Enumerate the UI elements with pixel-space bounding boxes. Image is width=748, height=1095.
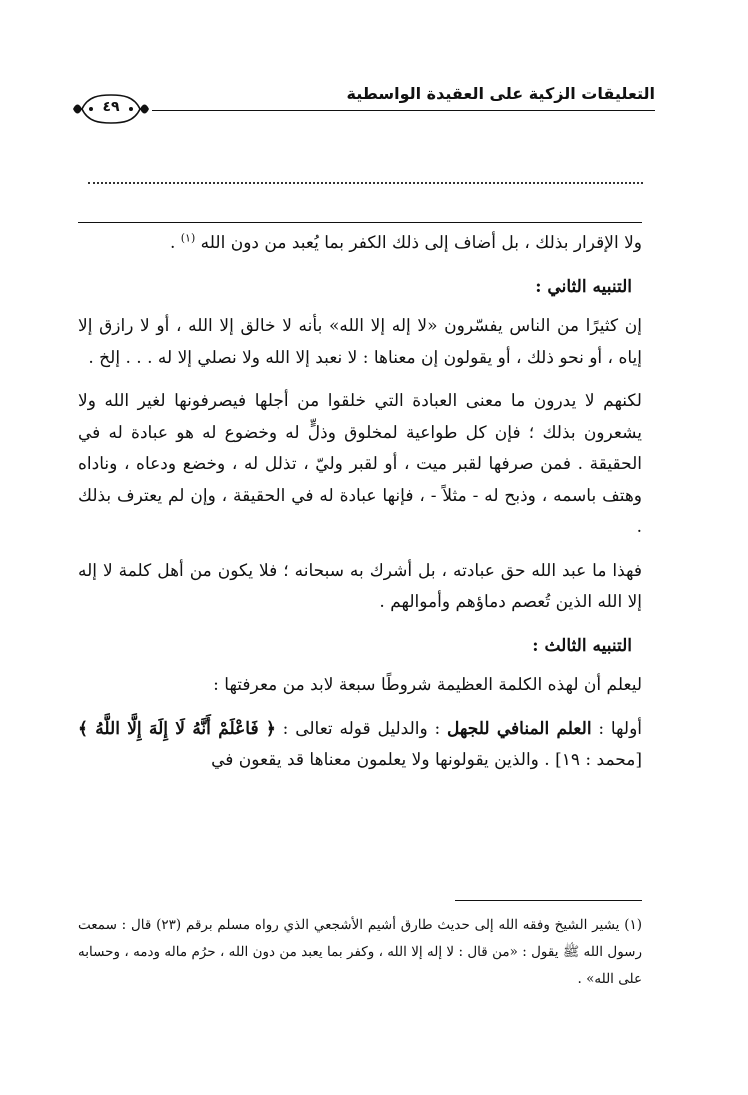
paragraph-1-end: .	[169, 233, 181, 253]
footnote-ref: (١)	[180, 231, 196, 245]
header-rule	[152, 110, 655, 111]
main-text	[78, 228, 642, 789]
paragraph-3: لكنهم لا يدرون ما معنى العبادة التي خلقوا من أجلها فيصرفونها لغير الله ولا يشعرون بذلك ؛ فإن كل طواعية لمخلوق وذلٍّ له وخضوع له هو عبادة له في الحقيقة . فمن صرفها لقبر ميت ، أو لقبر وليّ ، تذلل له ، وخضع ودعاه ، وناداه وهتف باسمه ، وذبح له - مثلاً - ، فإنها عبادة له في الحقيقة ، وإن لم يعترف بذلك .	[78, 391, 642, 537]
paragraph-5: ليعلم أن لهذه الكلمة العظيمة شروطًا سبعة لابد من معرفتها :	[213, 675, 642, 695]
heading-tanbih-2: التنبيه الثاني :	[535, 276, 632, 297]
paragraph-2: إن كثيرًا من الناس يفسّرون «لا إله إلا الله» بأنه لا خالق إلا الله ، أو لا رازق إلا إياه ، أو نحو ذلك ، أو يقولون إن معناها : لا نعبد إلا الله ولا نصلي إلا له . . . إلخ .	[78, 316, 642, 368]
top-rule	[78, 222, 642, 223]
footnote: (١) يشير الشيخ وفقه الله إلى حديث طارق أشيم الأشجعي الذي رواه مسلم برقم (٢٣) قال : سمعت رسول الله ﷺ يقول : «من قال : لا إله إلا الله ، وكفر بما يعبد من دون الله ، حرُم ماله ودمه ، وحسابه على الله» .	[78, 917, 643, 987]
dotted-separator	[88, 172, 643, 184]
paragraph-1	[78, 228, 642, 260]
footnote-rule	[455, 900, 642, 901]
paragraph-6-mid: : والدليل قوله تعالى :	[275, 718, 448, 739]
paragraph-1-text: ولا الإقرار بذلك ، بل أضاف إلى ذلك الكفر بما يُعبد من دون الله	[200, 233, 642, 253]
quran-verse: ﴿ فَاعْلَمْ أَنَّهُ لَا إِلَهَ إِلَّا اللَّهُ ﴾	[78, 718, 276, 739]
page-number: ٤٩	[102, 99, 120, 115]
paragraph-6-rest: [محمد : ١٩] . والذين يقولونها ولا يعلمون معناها قد يقعون في	[211, 750, 642, 770]
heading-tanbih-3: التنبيه الثالث :	[532, 635, 632, 656]
page-header	[70, 80, 655, 130]
paragraph-4: فهذا ما عبد الله حق عبادته ، بل أشرك به سبحانه ؛ فلا يكون من أهل كلمة لا إله إلا الله الذين تُعصم دماؤهم وأموالهم .	[78, 560, 642, 612]
condition-title: العلم المنافي للجهل	[447, 718, 592, 739]
paragraph-6-lead: أولها :	[591, 718, 643, 739]
paragraph-6	[78, 714, 642, 777]
running-title: التعليقات الزكية على العقيدة الواسطية	[346, 84, 655, 103]
